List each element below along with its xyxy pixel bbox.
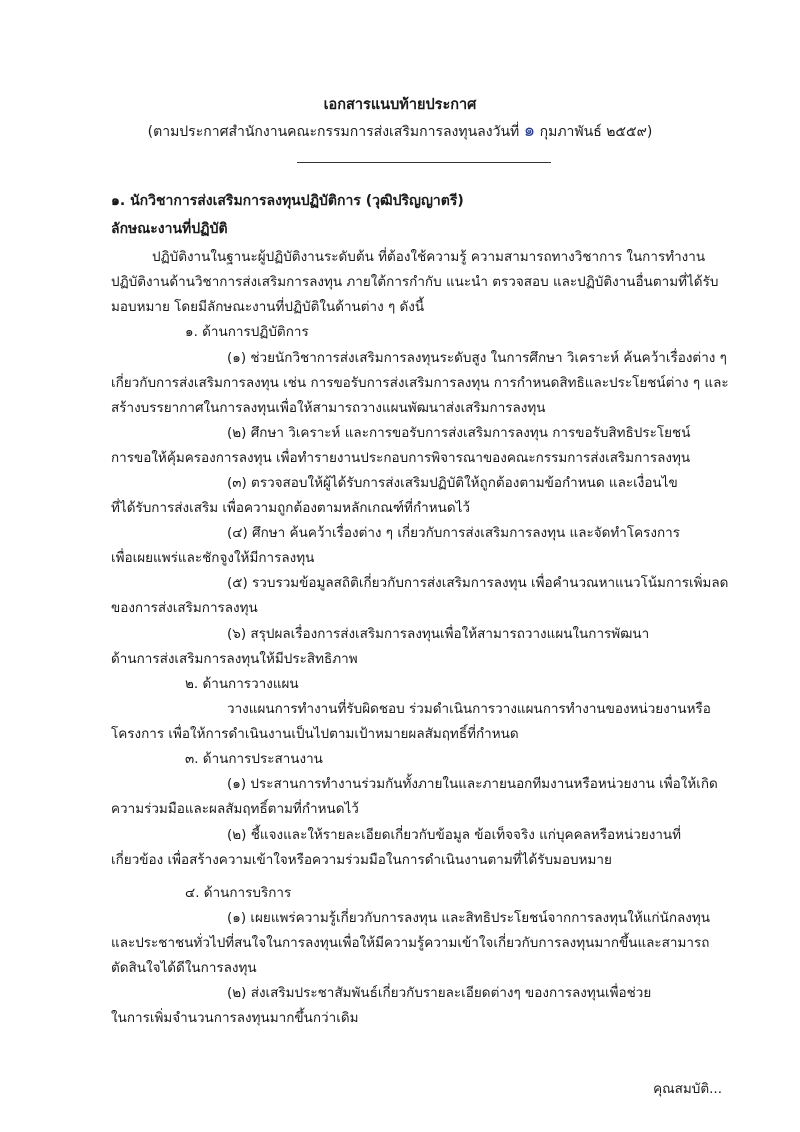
text-line: (๕) รวบรวมข้อมูลสถิติเกี่ยวกับการส่งเสริมการลงทุน เพื่อคำนวณหาแนวโน้มการเพิ่มลด xyxy=(227,575,729,591)
list-heading: ๑. ด้านการปฏิบัติการ xyxy=(185,324,309,340)
list-heading: ๓. ด้านการประสานงาน xyxy=(185,751,323,767)
text-line: (๑) เผยแพร่ความรู้เกี่ยวกับการลงทุน และสิทธิประโยชน์จากการลงทุนให้แก่นักลงทุน xyxy=(227,910,710,926)
list-heading: ๒. ด้านการวางแผน xyxy=(185,676,299,692)
text-line: (๑) ช่วยนักวิชาการส่งเสริมการลงทุนระดับสูง ในการศึกษา วิเคราะห์ ค้นคว้าเรื่องต่าง ๆ xyxy=(227,350,727,366)
text-line: (๒) ชี้แจงและให้รายละเอียดเกี่ยวกับข้อมูล ข้อเท็จจริง แก่บุคคลหรือหน่วยงานที่ xyxy=(227,827,682,843)
text-line: ตัดสินใจได้ดีในการลงทุน xyxy=(111,960,257,976)
text-line: (๑) ประสานการทำงานร่วมกันทั้งภายในและภายนอกทีมงานหรือหน่วยงาน เพื่อให้เกิด xyxy=(227,776,718,792)
text-line: (๔) ศึกษา ค้นคว้าเรื่องต่าง ๆ เกี่ยวกับการส่งเสริมการลงทุน และจัดทำโครงการ xyxy=(227,525,681,541)
subtitle-suffix: กุมภาพันธ์ ๒๕๕๙) xyxy=(539,124,653,140)
text-line: (๖) สรุปผลเรื่องการส่งเสริมการลงทุนเพื่อให้สามารถวางแผนในการพัฒนา xyxy=(227,626,650,642)
text-line: (๒) ศึกษา วิเคราะห์ และการขอรับการส่งเสริมการลงทุน การขอรับสิทธิประโยชน์ xyxy=(227,425,691,441)
list-heading: ๔. ด้านการบริการ xyxy=(185,885,292,901)
text-line: ที่ได้รับการส่งเสริม เพื่อความถูกต้องตามหลักเกณฑ์ที่กำหนดไว้ xyxy=(111,500,470,516)
text-line: โครงการ เพื่อให้การดำเนินงานเป็นไปตามเป้าหมายผลสัมฤทธิ์ที่กำหนด xyxy=(111,726,519,742)
text-line: มอบหมาย โดยมีลักษณะงานที่ปฏิบัติในด้านต่าง ๆ ดังนี้ xyxy=(111,299,425,315)
subtitle-day: ๑ xyxy=(523,120,536,141)
text-line: และประชาชนทั่วไปที่สนใจในการลงทุนเพื่อให้มีความรู้ความเข้าใจเกี่ยวกับการลงทุนมากขึ้นและสามารถ xyxy=(111,935,710,951)
text-line: ด้านการส่งเสริมการลงทุนให้มีประสิทธิภาพ xyxy=(111,651,358,667)
section-heading: ๑. นักวิชาการส่งเสริมการลงทุนปฏิบัติการ (วุฒิปริญญาตรี) xyxy=(111,193,464,209)
text-line: (๓) ตรวจสอบให้ผู้ได้รับการส่งเสริมปฏิบัติให้ถูกต้องตามข้อกำหนด และเงื่อนไข xyxy=(227,475,678,491)
text-line: เกี่ยวข้อง เพื่อสร้างความเข้าใจหรือความร่วมมือในการดำเนินงานตามที่ได้รับมอบหมาย xyxy=(111,852,612,868)
text-line: ความร่วมมือและผลสัมฤทธิ์ตามที่กำหนดไว้ xyxy=(111,801,359,817)
section-subheading: ลักษณะงานที่ปฏิบัติ xyxy=(111,221,228,237)
subtitle-prefix: (ตามประกาศสำนักงานคณะกรรมการส่งเสริมการลงทุนลงวันที่ xyxy=(147,124,520,140)
text-line: (๒) ส่งเสริมประชาสัมพันธ์เกี่ยวกับรายละเอียดต่างๆ ของการลงทุนเพื่อช่วย xyxy=(227,985,652,1001)
text-line: ปฏิบัติงานในฐานะผู้ปฏิบัติงานระดับต้น ที่ต้องใช้ความรู้ ความสามารถทางวิชาการ ในการทำงาน xyxy=(152,249,706,265)
text-line: สร้างบรรยากาศในการลงทุนเพื่อให้สามารถวางแผนพัฒนาส่งเสริมการลงทุน xyxy=(111,400,546,416)
text-line: การขอให้คุ้มครองการลงทุน เพื่อทำรายงานประกอบการพิจารณาของคณะกรรมการส่งเสริมการลงทุน xyxy=(111,450,691,466)
text-line: ของการส่งเสริมการลงทุน xyxy=(111,600,258,616)
text-line: วางแผนการทำงานที่รับผิดชอบ ร่วมดำเนินการวางแผนการทำงานของหน่วยงานหรือ xyxy=(227,701,711,717)
title-divider xyxy=(297,162,551,163)
text-line: เพื่อเผยแพร่และชักจูงให้มีการลงทุน xyxy=(111,550,315,566)
text-line: เกี่ยวกับการส่งเสริมการลงทุน เช่น การขอรับการส่งเสริมการลงทุน การกำหนดสิทธิและประโยชน์ต่าง ๆ และ xyxy=(111,375,729,391)
document-title: เอกสารแนบท้ายประกาศ xyxy=(323,97,477,113)
text-line: ในการเพิ่มจำนวนการลงทุนมากขึ้นกว่าเดิม xyxy=(111,1010,359,1026)
continuation-marker: คุณสมบัติ... xyxy=(653,1081,722,1097)
document-subtitle xyxy=(0,122,800,140)
text-line: ปฏิบัติงานด้านวิชาการส่งเสริมการลงทุน ภายใต้การกำกับ แนะนำ ตรวจสอบ และปฏิบัติงานอื่นตามที่ได้รับ xyxy=(111,274,719,290)
